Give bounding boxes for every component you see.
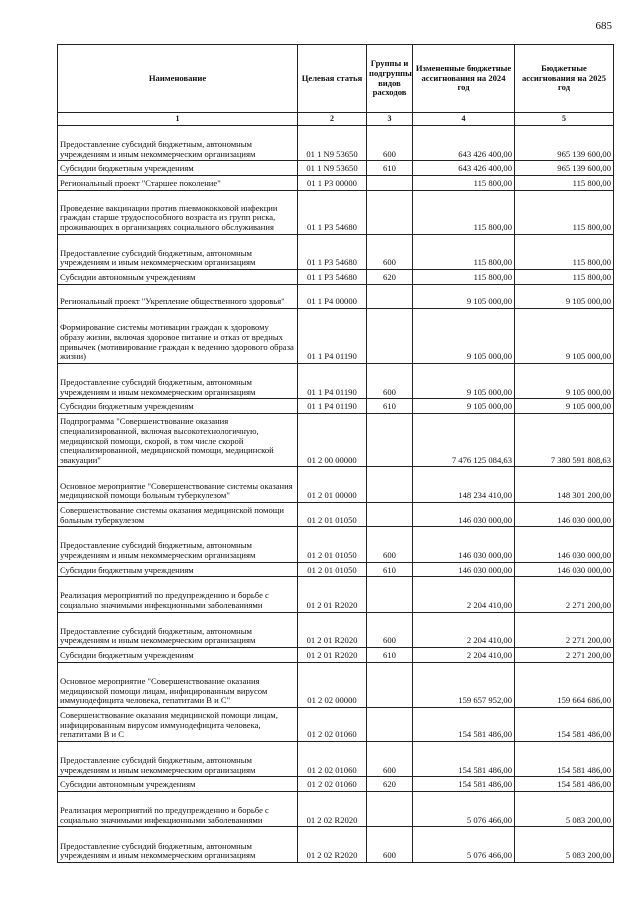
row-name: Субсидии автономным учреждениям bbox=[58, 777, 298, 792]
table-row bbox=[58, 126, 614, 161]
row-amount-2025: 115 800,00 bbox=[515, 176, 614, 191]
row-target-article: 01 2 02 R2020 bbox=[298, 792, 367, 827]
row-name: Субсидии бюджетным учреждениям bbox=[58, 399, 298, 414]
row-amount-2025: 2 271 200,00 bbox=[515, 577, 614, 612]
column-number-row bbox=[58, 113, 614, 126]
row-amount-2025: 9 105 000,00 bbox=[515, 309, 614, 364]
row-amount-2025: 5 083 200,00 bbox=[515, 792, 614, 827]
row-target-article: 01 1 N9 53650 bbox=[298, 161, 367, 176]
table-row bbox=[58, 176, 614, 191]
row-expense-group bbox=[367, 413, 413, 467]
row-expense-group: 600 bbox=[367, 827, 413, 862]
row-amount-2024: 2 204 410,00 bbox=[413, 612, 515, 647]
row-expense-group bbox=[367, 707, 413, 741]
row-amount-2024: 115 800,00 bbox=[413, 190, 515, 234]
row-target-article: 01 2 01 01050 bbox=[298, 527, 367, 562]
row-amount-2025: 115 800,00 bbox=[515, 234, 614, 269]
row-target-article: 01 1 P3 54680 bbox=[298, 269, 367, 284]
column-number: 3 bbox=[367, 113, 413, 126]
row-amount-2024: 154 581 486,00 bbox=[413, 707, 515, 741]
row-target-article: 01 2 01 01050 bbox=[298, 562, 367, 577]
table-row bbox=[58, 190, 614, 234]
table-row bbox=[58, 577, 614, 612]
row-amount-2025: 154 581 486,00 bbox=[515, 707, 614, 741]
table-row bbox=[58, 792, 614, 827]
table-row bbox=[58, 612, 614, 647]
table-row bbox=[58, 741, 614, 776]
table-body bbox=[58, 126, 614, 863]
row-amount-2024: 146 030 000,00 bbox=[413, 502, 515, 526]
row-expense-group: 600 bbox=[367, 612, 413, 647]
row-target-article: 01 1 N9 53650 bbox=[298, 126, 367, 161]
row-target-article: 01 2 01 R2020 bbox=[298, 577, 367, 612]
row-amount-2024: 5 076 466,00 bbox=[413, 827, 515, 862]
row-amount-2025: 154 581 486,00 bbox=[515, 777, 614, 792]
row-expense-group: 610 bbox=[367, 399, 413, 414]
row-name: Проведение вакцинации против пневмококковой инфекции граждан старше трудоспособного возраста из групп риска, проживающих в организациях социального обслуживания bbox=[58, 190, 298, 234]
row-name: Региональный проект "Старшее поколение" bbox=[58, 176, 298, 191]
row-expense-group bbox=[367, 792, 413, 827]
row-expense-group bbox=[367, 662, 413, 707]
table-row bbox=[58, 284, 614, 308]
table-row bbox=[58, 161, 614, 176]
table-row bbox=[58, 562, 614, 577]
row-target-article: 01 1 P4 01190 bbox=[298, 309, 367, 364]
row-amount-2024: 643 426 400,00 bbox=[413, 126, 515, 161]
row-amount-2025: 115 800,00 bbox=[515, 269, 614, 284]
row-target-article: 01 2 01 R2020 bbox=[298, 648, 367, 663]
header-target-article: Целевая статья bbox=[298, 45, 367, 113]
row-amount-2025: 154 581 486,00 bbox=[515, 741, 614, 776]
table-row bbox=[58, 502, 614, 526]
table-row bbox=[58, 527, 614, 562]
table-row bbox=[58, 662, 614, 707]
row-amount-2024: 115 800,00 bbox=[413, 234, 515, 269]
table-header-row bbox=[58, 45, 614, 113]
row-amount-2025: 148 301 200,00 bbox=[515, 467, 614, 502]
row-name: Субсидии бюджетным учреждениям bbox=[58, 161, 298, 176]
row-name: Предоставление субсидий бюджетным, автономным учреждениям и иным некоммерческим организациям bbox=[58, 527, 298, 562]
budget-table bbox=[57, 44, 614, 863]
row-name: Совершенствование оказания медицинской помощи лицам, инфицированным вирусом иммунодефицита человека, гепатитами В и С bbox=[58, 707, 298, 741]
row-expense-group bbox=[367, 309, 413, 364]
row-amount-2025: 9 105 000,00 bbox=[515, 399, 614, 414]
column-number: 4 bbox=[413, 113, 515, 126]
row-name: Субсидии автономным учреждениям bbox=[58, 269, 298, 284]
table-row bbox=[58, 269, 614, 284]
row-target-article: 01 1 P4 00000 bbox=[298, 284, 367, 308]
row-target-article: 01 2 02 R2020 bbox=[298, 827, 367, 862]
row-expense-group: 610 bbox=[367, 648, 413, 663]
row-amount-2024: 2 204 410,00 bbox=[413, 648, 515, 663]
row-target-article: 01 2 02 00000 bbox=[298, 662, 367, 707]
row-expense-group: 620 bbox=[367, 777, 413, 792]
table-row bbox=[58, 777, 614, 792]
row-name: Формирование системы мотивации граждан к здоровому образу жизни, включая здоровое питание и отказ от вредных привычек (мотивирование граждан к ведению здорового образа жизни) bbox=[58, 309, 298, 364]
row-amount-2024: 115 800,00 bbox=[413, 176, 515, 191]
row-name: Субсидии бюджетным учреждениям bbox=[58, 648, 298, 663]
row-target-article: 01 1 P4 01190 bbox=[298, 399, 367, 414]
row-target-article: 01 2 01 R2020 bbox=[298, 612, 367, 647]
row-amount-2024: 115 800,00 bbox=[413, 269, 515, 284]
row-expense-group: 600 bbox=[367, 527, 413, 562]
table-row bbox=[58, 467, 614, 502]
column-number: 2 bbox=[298, 113, 367, 126]
row-amount-2024: 9 105 000,00 bbox=[413, 284, 515, 308]
row-amount-2025: 5 083 200,00 bbox=[515, 827, 614, 862]
row-amount-2024: 148 234 410,00 bbox=[413, 467, 515, 502]
row-name: Предоставление субсидий бюджетным, автономным учреждениям и иным некоммерческим организациям bbox=[58, 741, 298, 776]
row-amount-2024: 154 581 486,00 bbox=[413, 741, 515, 776]
row-amount-2024: 9 105 000,00 bbox=[413, 399, 515, 414]
row-expense-group bbox=[367, 502, 413, 526]
row-expense-group: 610 bbox=[367, 161, 413, 176]
row-amount-2025: 146 030 000,00 bbox=[515, 562, 614, 577]
row-amount-2024: 146 030 000,00 bbox=[413, 562, 515, 577]
table-row bbox=[58, 707, 614, 741]
row-amount-2025: 146 030 000,00 bbox=[515, 502, 614, 526]
row-expense-group bbox=[367, 467, 413, 502]
row-target-article: 01 2 01 01050 bbox=[298, 502, 367, 526]
row-expense-group: 610 bbox=[367, 562, 413, 577]
row-target-article: 01 1 P3 00000 bbox=[298, 176, 367, 191]
row-amount-2025: 2 271 200,00 bbox=[515, 648, 614, 663]
row-amount-2024: 643 426 400,00 bbox=[413, 161, 515, 176]
row-amount-2024: 2 204 410,00 bbox=[413, 577, 515, 612]
row-name: Предоставление субсидий бюджетным, автономным учреждениям и иным некоммерческим организациям bbox=[58, 234, 298, 269]
row-expense-group bbox=[367, 284, 413, 308]
row-name: Основное мероприятие "Совершенствование системы оказания медицинской помощи больным туберкулезом" bbox=[58, 467, 298, 502]
table-row bbox=[58, 399, 614, 414]
row-expense-group: 600 bbox=[367, 741, 413, 776]
row-name: Предоставление субсидий бюджетным, автономным учреждениям и иным некоммерческим организациям bbox=[58, 612, 298, 647]
row-target-article: 01 2 00 00000 bbox=[298, 413, 367, 467]
header-amount-2024: Измененные бюджетные ассигнования на 2024 год bbox=[413, 45, 515, 113]
row-amount-2025: 146 030 000,00 bbox=[515, 527, 614, 562]
row-target-article: 01 1 P4 01190 bbox=[298, 363, 367, 398]
row-name: Предоставление субсидий бюджетным, автономным учреждениям и иным некоммерческим организациям bbox=[58, 126, 298, 161]
row-amount-2025: 2 271 200,00 bbox=[515, 612, 614, 647]
row-target-article: 01 2 01 00000 bbox=[298, 467, 367, 502]
table-row bbox=[58, 234, 614, 269]
row-name: Региональный проект "Укрепление общественного здоровья" bbox=[58, 284, 298, 308]
row-expense-group: 620 bbox=[367, 269, 413, 284]
row-name: Реализация мероприятий по предупреждению и борьбе с социально значимыми инфекционными заболеваниями bbox=[58, 792, 298, 827]
table-row bbox=[58, 413, 614, 467]
header-amount-2025: Бюджетные ассигнования на 2025 год bbox=[515, 45, 614, 113]
row-expense-group bbox=[367, 176, 413, 191]
row-target-article: 01 2 02 01060 bbox=[298, 741, 367, 776]
row-name: Предоставление субсидий бюджетным, автономным учреждениям и иным некоммерческим организациям bbox=[58, 363, 298, 398]
row-amount-2025: 7 380 591 808,63 bbox=[515, 413, 614, 467]
row-target-article: 01 1 P3 54680 bbox=[298, 190, 367, 234]
page-number: 685 bbox=[595, 20, 612, 32]
row-target-article: 01 2 02 01060 bbox=[298, 777, 367, 792]
table-row bbox=[58, 309, 614, 364]
row-amount-2024: 9 105 000,00 bbox=[413, 363, 515, 398]
row-amount-2024: 159 657 952,00 bbox=[413, 662, 515, 707]
row-amount-2024: 9 105 000,00 bbox=[413, 309, 515, 364]
row-name: Основное мероприятие "Совершенствование оказания медицинской помощи лицам, инфицированным вирусом иммунодефицита человека, гепатитами В и С" bbox=[58, 662, 298, 707]
row-expense-group bbox=[367, 577, 413, 612]
row-amount-2024: 146 030 000,00 bbox=[413, 527, 515, 562]
row-expense-group bbox=[367, 190, 413, 234]
row-amount-2025: 965 139 600,00 bbox=[515, 161, 614, 176]
row-target-article: 01 1 P3 54680 bbox=[298, 234, 367, 269]
row-name: Реализация мероприятий по предупреждению и борьбе с социально значимыми инфекционными заболеваниями bbox=[58, 577, 298, 612]
row-amount-2025: 9 105 000,00 bbox=[515, 284, 614, 308]
row-name: Субсидии бюджетным учреждениям bbox=[58, 562, 298, 577]
column-number: 5 bbox=[515, 113, 614, 126]
row-expense-group: 600 bbox=[367, 363, 413, 398]
row-expense-group: 600 bbox=[367, 234, 413, 269]
header-name: Наименование bbox=[58, 45, 298, 113]
table-row bbox=[58, 648, 614, 663]
row-target-article: 01 2 02 01060 bbox=[298, 707, 367, 741]
row-name: Совершенствование системы оказания медицинской помощи больным туберкулезом bbox=[58, 502, 298, 526]
header-expense-groups: Группы и подгруппы видов расходов bbox=[367, 45, 413, 113]
row-amount-2024: 154 581 486,00 bbox=[413, 777, 515, 792]
row-name: Подпрограмма "Совершенствование оказания специализированной, включая высокотехнологичную, медицинской помощи, скорой, в том числе скорой специализированной, медицинской помощи, медицинской эвакуации" bbox=[58, 413, 298, 467]
column-number: 1 bbox=[58, 113, 298, 126]
row-expense-group: 600 bbox=[367, 126, 413, 161]
row-amount-2024: 5 076 466,00 bbox=[413, 792, 515, 827]
row-name: Предоставление субсидий бюджетным, автономным учреждениям и иным некоммерческим организациям bbox=[58, 827, 298, 862]
table-row bbox=[58, 363, 614, 398]
table-row bbox=[58, 827, 614, 862]
row-amount-2025: 115 800,00 bbox=[515, 190, 614, 234]
row-amount-2024: 7 476 125 084,63 bbox=[413, 413, 515, 467]
row-amount-2025: 965 139 600,00 bbox=[515, 126, 614, 161]
row-amount-2025: 9 105 000,00 bbox=[515, 363, 614, 398]
row-amount-2025: 159 664 686,00 bbox=[515, 662, 614, 707]
